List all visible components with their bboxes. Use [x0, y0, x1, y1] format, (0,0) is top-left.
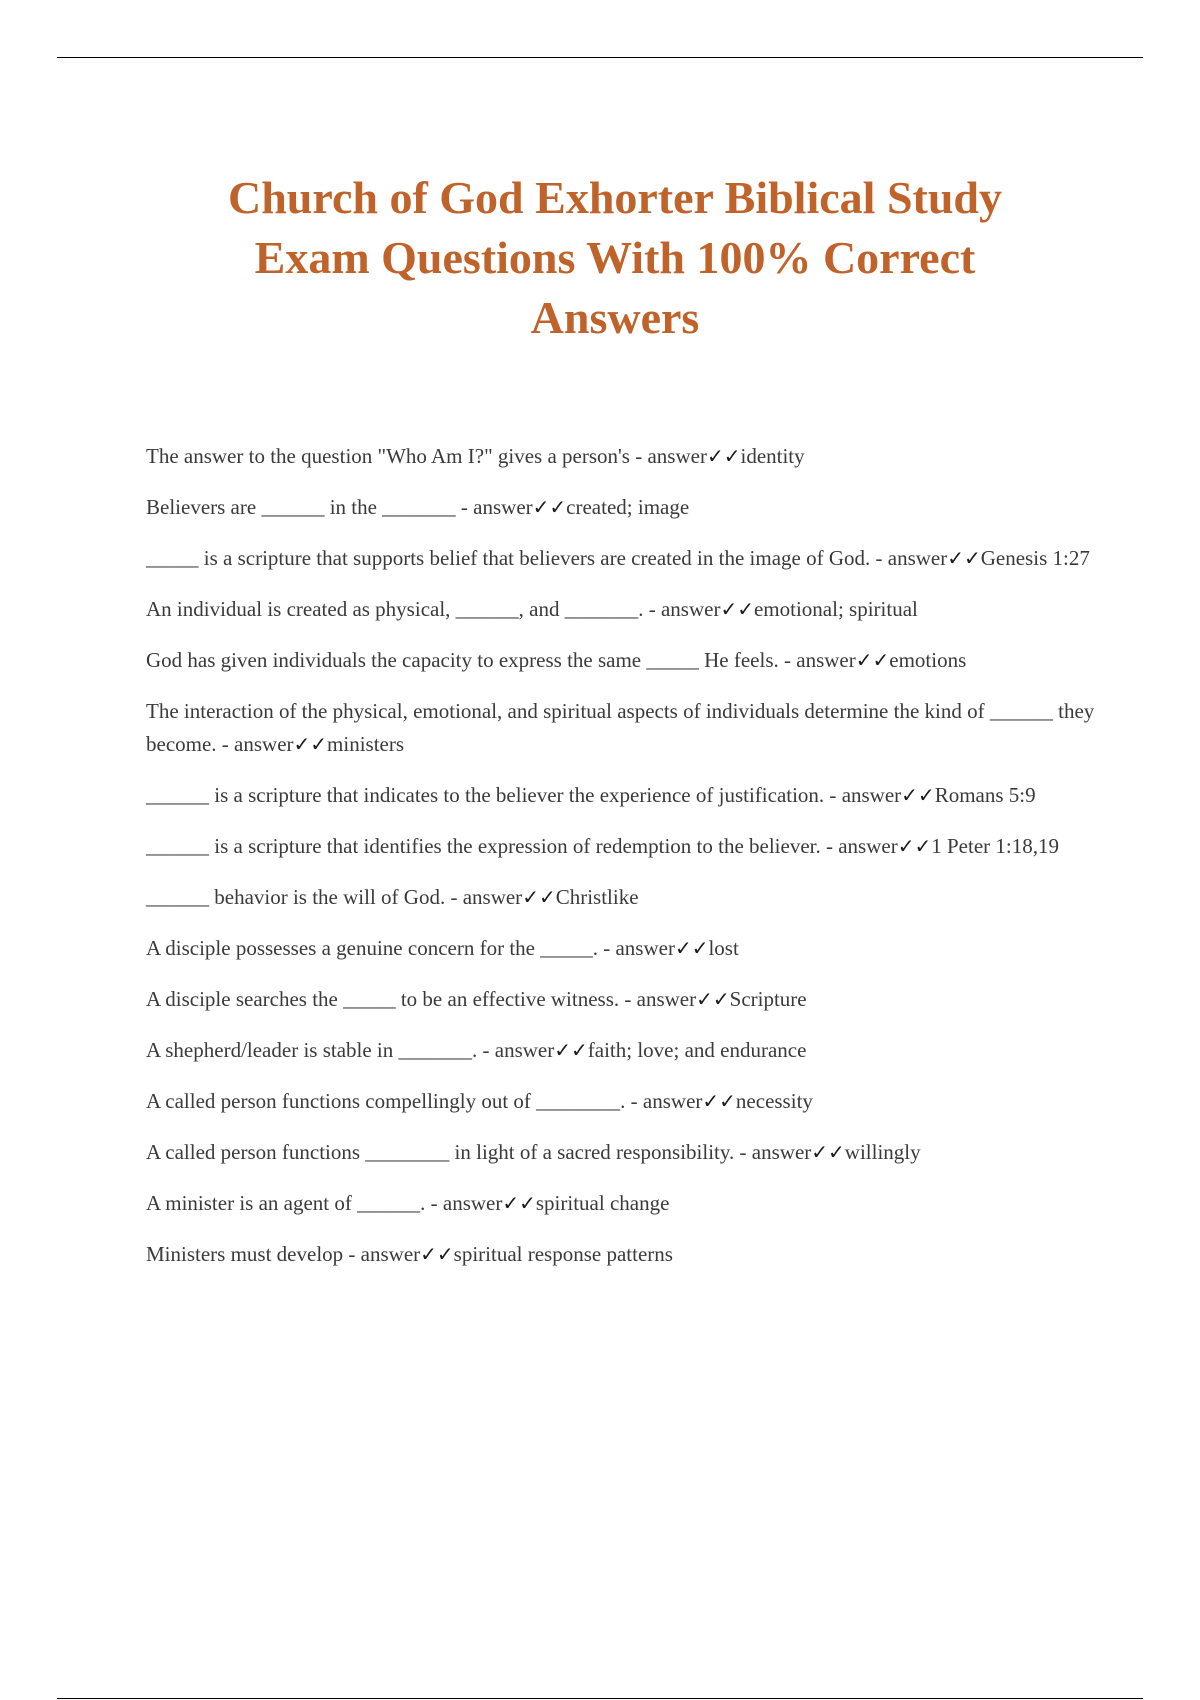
answer-label: answer	[360, 1242, 421, 1266]
question-text: An individual is created as physical, ______, and _______. -	[146, 597, 661, 621]
double-check-icon: ✓✓	[554, 1038, 588, 1062]
answer-label: answer	[642, 1089, 703, 1113]
qa-item	[146, 1136, 1096, 1169]
double-check-icon: ✓✓	[674, 936, 709, 960]
qa-item	[146, 830, 1096, 863]
double-check-icon: ✓✓	[420, 1242, 454, 1266]
question-text: The interaction of the physical, emotional, and spiritual aspects of individuals determine the kind of ______ they become. -	[146, 699, 1095, 756]
qa-item	[146, 644, 1096, 677]
title-line-2: Exam Questions With 100% Correct	[254, 232, 976, 283]
double-check-icon: ✓✓	[811, 1140, 845, 1164]
answer-text: 1 Peter 1:18,19	[931, 834, 1059, 858]
answer-label: answer	[473, 495, 533, 519]
answer-text: necessity	[735, 1089, 813, 1113]
qa-item	[146, 1238, 1096, 1271]
answer-label: answer	[887, 546, 948, 570]
answer-text: Romans 5:9	[934, 783, 1036, 807]
answer-text: created; image	[566, 495, 690, 519]
document-title	[60, 168, 1170, 348]
question-text: A called person functions compellingly out of ________. -	[146, 1089, 643, 1113]
answer-label: answer	[838, 834, 898, 858]
double-check-icon: ✓✓	[901, 783, 935, 807]
bottom-rule	[57, 1698, 1143, 1699]
qa-item	[146, 779, 1096, 812]
answer-label: answer	[494, 1038, 555, 1062]
double-check-icon: ✓✓	[532, 495, 567, 519]
qa-item	[146, 1034, 1096, 1067]
question-text: Ministers must develop -	[146, 1242, 361, 1266]
question-text: The answer to the question "Who Am I?" gives a person's -	[146, 444, 648, 468]
question-text: ______ is a scripture that identifies the expression of redemption to the believer. -	[146, 834, 839, 858]
double-check-icon: ✓✓	[702, 1089, 736, 1113]
double-check-icon: ✓✓	[293, 732, 328, 756]
answer-text: spiritual response patterns	[453, 1242, 673, 1266]
double-check-icon: ✓✓	[947, 546, 981, 570]
answer-label: answer	[796, 648, 856, 672]
double-check-icon: ✓✓	[522, 885, 556, 909]
answer-text: Genesis 1:27	[980, 546, 1090, 570]
title-line-3: Answers	[530, 292, 700, 343]
answer-text: faith; love; and endurance	[587, 1038, 807, 1062]
question-text: ______ is a scripture that indicates to the believer the experience of justification. -	[146, 783, 842, 807]
qa-item	[146, 491, 1096, 524]
qa-item	[146, 1085, 1096, 1118]
qa-item	[146, 440, 1096, 473]
answer-text: emotional; spiritual	[753, 597, 918, 621]
qa-item	[146, 881, 1096, 914]
answer-label: answer	[751, 1140, 812, 1164]
title-line-1: Church of God Exhorter Biblical Study	[227, 172, 1003, 223]
answer-label: answer	[234, 732, 294, 756]
question-text: A disciple possesses a genuine concern for the _____. -	[146, 936, 616, 960]
answer-text: Scripture	[729, 987, 807, 1011]
question-text: A minister is an agent of ______. -	[146, 1191, 443, 1215]
answer-text: Christlike	[555, 885, 639, 909]
question-text: A disciple searches the _____ to be an effective witness. -	[146, 987, 637, 1011]
qa-item	[146, 593, 1096, 626]
answer-text: lost	[708, 936, 739, 960]
question-answer-list	[146, 440, 1096, 1289]
qa-item	[146, 695, 1096, 761]
answer-text: spiritual change	[535, 1191, 670, 1215]
question-text: A called person functions ________ in light of a sacred responsibility. -	[146, 1140, 752, 1164]
answer-text: emotions	[889, 648, 967, 672]
question-text: _____ is a scripture that supports belief that believers are created in the image of God. -	[146, 546, 888, 570]
qa-item	[146, 983, 1096, 1016]
answer-text: identity	[740, 444, 805, 468]
double-check-icon: ✓✓	[855, 648, 890, 672]
answer-label: answer	[442, 1191, 503, 1215]
question-text: ______ behavior is the will of God. -	[146, 885, 463, 909]
double-check-icon: ✓✓	[502, 1191, 536, 1215]
answer-label: answer	[841, 783, 902, 807]
question-text: A shepherd/leader is stable in _______. -	[146, 1038, 495, 1062]
double-check-icon: ✓✓	[897, 834, 932, 858]
top-rule	[57, 57, 1143, 58]
answer-text: ministers	[327, 732, 405, 756]
double-check-icon: ✓✓	[720, 597, 754, 621]
answer-text: willingly	[844, 1140, 921, 1164]
answer-label: answer	[636, 987, 697, 1011]
double-check-icon: ✓✓	[706, 444, 741, 468]
answer-label: answer	[647, 444, 707, 468]
answer-label: answer	[615, 936, 675, 960]
qa-item	[146, 932, 1096, 965]
qa-item	[146, 1187, 1096, 1220]
double-check-icon: ✓✓	[696, 987, 730, 1011]
answer-label: answer	[462, 885, 523, 909]
qa-item	[146, 542, 1096, 575]
question-text: God has given individuals the capacity to express the same _____ He feels. -	[146, 648, 797, 672]
answer-label: answer	[660, 597, 721, 621]
question-text: Believers are ______ in the _______ -	[146, 495, 474, 519]
